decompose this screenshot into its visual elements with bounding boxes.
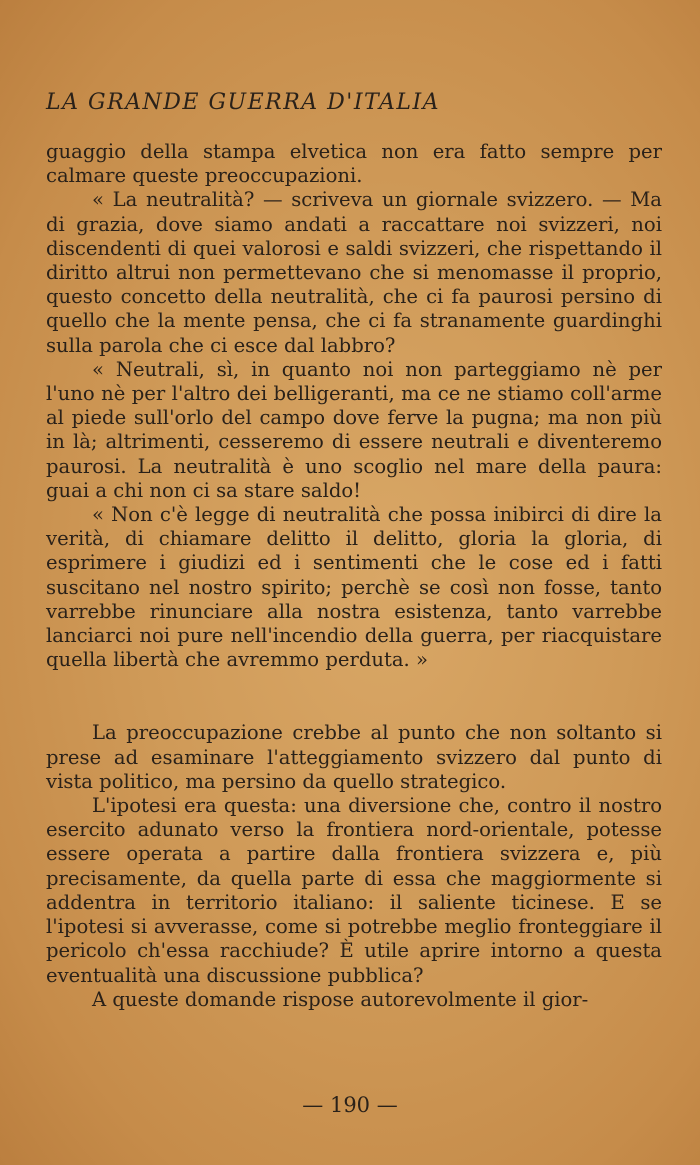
running-head: LA GRANDE GUERRA D'ITALIA	[46, 90, 441, 115]
section-break	[46, 672, 662, 721]
book-page	[46, 86, 662, 1012]
paragraph-hypothesis: L'ipotesi era questa: una diversione che, contro il nostro esercito adunato verso la frontiera nord-orientale, potesse essere operata a partire dalla frontiera svizzera e, più precisamente, da quella parte di essa che maggiormente si addentra in territorio italiano: il saliente ticinese. E se l'ipotesi si avverasse, come si potrebbe meglio fronteggiare il pericolo ch'essa racchiude? È utile aprire intorno a questa eventualità una discussione pubblica?	[46, 794, 662, 987]
quote-paragraph-2: « Neutrali, sì, in quanto noi non parteggiamo nè per l'uno nè per l'altro dei belligeranti, ma ce ne stiamo coll'arme al piede sull'orlo del campo dove ferve la pugna; ma non più in là; altrimenti, cesseremo di essere neutrali e diventeremo paurosi. La neutralità è uno scoglio nel mare della paura: guai a chi non ci sa stare saldo!	[46, 357, 662, 502]
page-number: — 190 —	[302, 1093, 398, 1117]
paragraph-answer: A queste domande rispose autorevolmente il gior-	[92, 987, 589, 1011]
paragraph-continuation: guaggio della stampa elvetica non era fatto sempre per calmare queste preoccupazioni.	[46, 140, 662, 188]
quote-paragraph-1: « La neutralità? — scriveva un giornale svizzero. — Ma di grazia, dove siamo andati a raccattare noi svizzeri, noi discendenti di quei valorosi e saldi svizzeri, che rispettando il diritto altrui non permettevano che si menomasse il proprio, questo concetto della neutralità, che ci fa paurosi persino di quello che la mente pensa, che ci fa stranamente guardinghi sulla parola che ci esce dal labbro?	[46, 188, 662, 357]
quote-paragraph-3: « Non c'è legge di neutralità che possa inibirci di dire la verità, di chiamare delitto il delitto, gloria la gloria, di esprimere i giudizi ed i sentimenti che le cose ed i fatti suscitano nel nostro spirito; perchè se così non fosse, tanto varrebbe rinunciare alla nostra esistenza, tanto varrebbe lanciarci noi pure nell'incendio della guerra, per riacquistare quella libertà che avremmo perduta. »	[46, 503, 662, 672]
paragraph-preoccupation: La preoccupazione crebbe al punto che non soltanto si prese ad esaminare l'atteggiamento svizzero dal punto di vista politico, ma persino da quello strategico.	[46, 721, 662, 793]
